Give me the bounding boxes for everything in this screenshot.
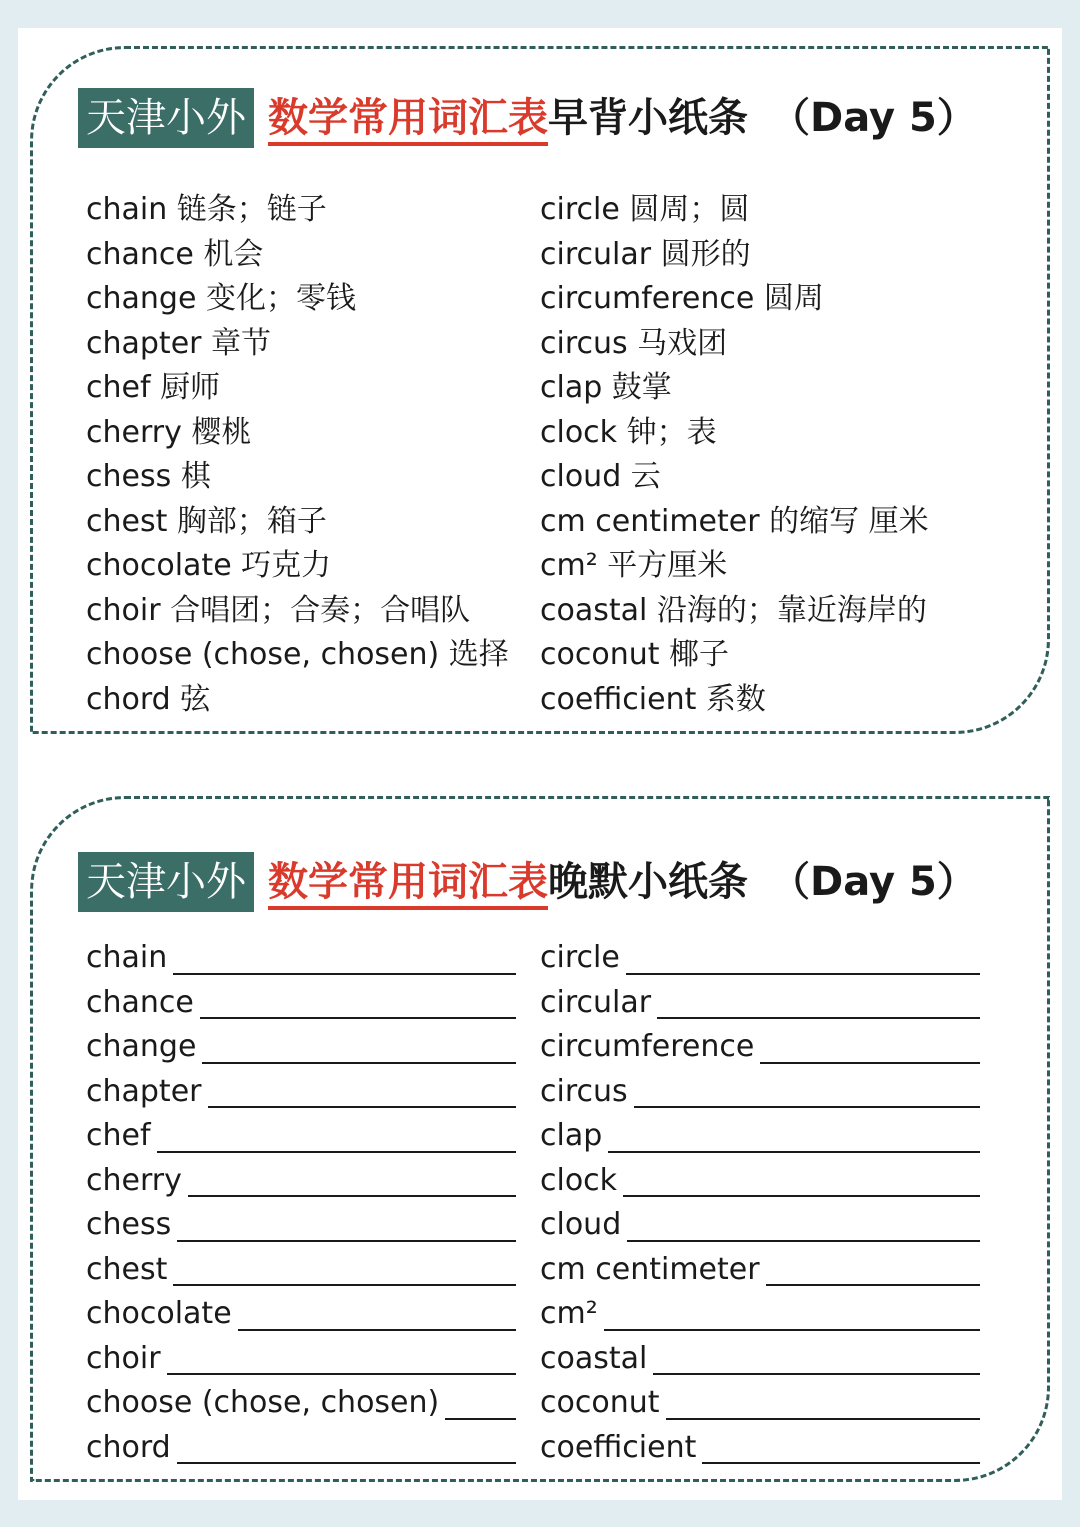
list-item: chess [86, 1203, 516, 1248]
list-item: change [86, 1025, 516, 1070]
list-item: circular 圆形的 [540, 236, 751, 272]
list-item: chance 机会 [86, 236, 264, 272]
list-item: change 变化；零钱 [86, 281, 356, 316]
answer-blank[interactable] [634, 1072, 980, 1108]
list-item: chest [86, 1248, 516, 1293]
morning-header [78, 88, 977, 148]
list-item: circle [540, 936, 980, 981]
evening-header [78, 852, 977, 912]
list-item: choose (chose, chosen) [86, 1381, 516, 1426]
list-item: circle 圆周；圆 [540, 192, 750, 227]
list-item: cloud 云 [540, 459, 661, 494]
list-item: clock 钟；表 [540, 414, 717, 450]
title-highlight: 数学常用词汇表 [268, 852, 548, 912]
answer-blank[interactable] [702, 1428, 980, 1464]
list-item: clap 鼓掌 [540, 370, 672, 405]
list-item: choir [86, 1337, 516, 1382]
title-day: （Day 5） [770, 859, 977, 905]
answer-blank[interactable] [445, 1384, 516, 1420]
answer-blank[interactable] [167, 1339, 516, 1375]
list-item: clock [540, 1159, 980, 1204]
list-item: clap [540, 1114, 980, 1159]
list-item: circus [540, 1070, 980, 1115]
list-item: cherry 樱桃 [86, 414, 252, 450]
title-highlight: 数学常用词汇表 [268, 88, 548, 148]
list-item: coefficient [540, 1426, 980, 1471]
list-item: chest 胸部；箱子 [86, 503, 327, 539]
list-item: chapter [86, 1070, 516, 1115]
answer-blank[interactable] [760, 1028, 980, 1064]
list-item: chain [86, 936, 516, 981]
list-item: cm centimeter [540, 1248, 980, 1293]
list-item: circus 马戏团 [540, 325, 728, 361]
list-item: choose (chose, chosen) 选择 [86, 637, 509, 672]
list-item: circumference [540, 1025, 980, 1070]
list-item: chord [86, 1426, 516, 1471]
title-suffix: 早背小纸条 [548, 95, 748, 141]
answer-blank[interactable] [657, 983, 980, 1019]
list-item: cm² [540, 1292, 980, 1337]
title-suffix: 晚默小纸条 [548, 859, 748, 905]
answer-blank[interactable] [202, 1028, 516, 1064]
list-item: coastal [540, 1337, 980, 1382]
list-item: coefficient 系数 [540, 681, 766, 717]
answer-blank[interactable] [627, 1206, 980, 1242]
answer-blank[interactable] [604, 1295, 980, 1331]
list-item: chain 链条；链子 [86, 192, 327, 227]
list-item: choir 合唱团；合奏；合唱队 [86, 592, 471, 628]
list-item: chess 棋 [86, 459, 211, 494]
list-item: cm centimeter 的缩写 厘米 [540, 503, 929, 539]
answer-blank[interactable] [626, 939, 980, 975]
list-item: coconut [540, 1381, 980, 1426]
brand-label: 天津小外 [78, 852, 254, 912]
answer-blank[interactable] [177, 1206, 516, 1242]
title-day: （Day 5） [770, 95, 977, 141]
list-item: chocolate [86, 1292, 516, 1337]
list-item: coconut 椰子 [540, 637, 730, 672]
list-item: chord 弦 [86, 681, 211, 717]
answer-blank[interactable] [208, 1072, 517, 1108]
list-item: chocolate 巧克力 [86, 548, 332, 583]
list-item: cm² 平方厘米 [540, 548, 728, 583]
answer-blank[interactable] [766, 1250, 980, 1286]
evening-left-list [86, 936, 516, 1470]
answer-blank[interactable] [177, 1428, 516, 1464]
answer-blank[interactable] [200, 983, 516, 1019]
brand-label: 天津小外 [78, 88, 254, 148]
list-item: chef 厨师 [86, 370, 221, 405]
morning-left-list [86, 188, 509, 722]
answer-blank[interactable] [623, 1161, 980, 1197]
answer-blank[interactable] [666, 1384, 981, 1420]
answer-blank[interactable] [238, 1295, 516, 1331]
answer-blank[interactable] [157, 1117, 516, 1153]
list-item: circular [540, 981, 980, 1026]
answer-blank[interactable] [173, 1250, 516, 1286]
answer-blank[interactable] [608, 1117, 980, 1153]
evening-right-list [540, 936, 980, 1470]
list-item: coastal 沿海的；靠近海岸的 [540, 592, 927, 628]
list-item: circumference 圆周 [540, 281, 824, 316]
list-item: chef [86, 1114, 516, 1159]
answer-blank[interactable] [173, 939, 516, 975]
morning-right-list [540, 188, 1020, 722]
list-item: cloud [540, 1203, 980, 1248]
list-item: chapter 章节 [86, 325, 272, 361]
answer-blank[interactable] [188, 1161, 516, 1197]
answer-blank[interactable] [653, 1339, 980, 1375]
list-item: chance [86, 981, 516, 1026]
list-item: cherry [86, 1159, 516, 1204]
